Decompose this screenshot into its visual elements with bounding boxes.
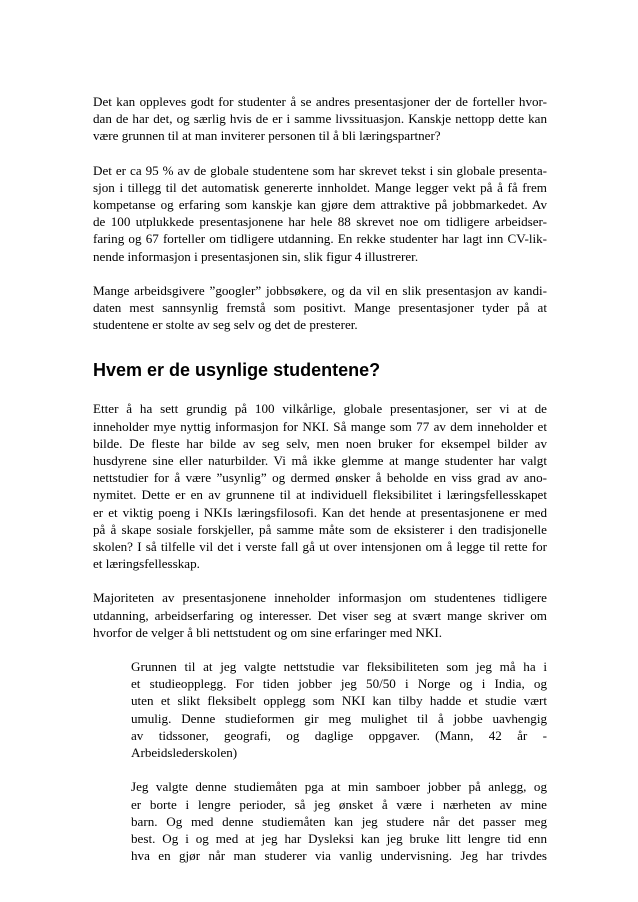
- text-line: Det kan oppleves godt for studenter å se andres presentasjoner der de forteller hvor-: [93, 94, 547, 109]
- text-line: Jeg valgte denne studiemåten pga at min samboer jobber på anlegg, og: [131, 779, 547, 795]
- text-line: Grunnen til at jeg valgte nettstudie var fleksibiliteten som jeg må ha i: [131, 659, 547, 675]
- text-line: daten mest sannsynlig fremstå som positivt. Mange presentasjoner tyder på at: [93, 300, 547, 316]
- text-line: faring og 67 forteller om tidligere utdanning. En rekke studenter har lagt inn CV-lik-: [93, 231, 547, 247]
- text-line: hva en gjør når man studerer via vanlig undervisning. Jeg har trivdes: [131, 848, 547, 864]
- text-line: være grunnen til at man inviterer personen til å bli læringspartner?: [93, 128, 441, 144]
- text-line: inneholder mye nyttig informasjon for NKI. Så mange som 77 av dem inneholder et: [93, 418, 547, 434]
- text-line: et studieopplegg. For tiden jobber jeg 50/50 i Norge og i India, og: [131, 676, 547, 692]
- text-line: dan de har det, og særlig hvis de er i samme livssituasjon. Kanskje nettopp dette kan: [93, 111, 547, 127]
- text-line: barn. Og med denne studiemåten kan jeg studere når det passer meg: [131, 813, 547, 829]
- text-line: nende informasjon i presentasjonen sin, slik figur 4 illustrerer.: [93, 248, 419, 264]
- text-line: utdanning, arbeidserfaring og interesser. Det viser seg at svært mange skriver om: [93, 607, 547, 623]
- text-line: på å skape sosiale forskjeller, på samme måte som de eksisterer i den tradisjonelle: [93, 521, 547, 537]
- text-line: uten et slikt fleksibelt opplegg som NKI kan tilby hadde et studie vært: [131, 693, 547, 709]
- text-line: er et viktig poeng i NKIs læringsfilosofi. Kan det hende at presentasjonene er med: [93, 504, 547, 520]
- text-line: sjon i tillegg til det automatisk genererte innholdet. Mange legger vekt på å få frem: [93, 179, 547, 195]
- text-line: Etter å ha sett grundig på 100 vilkårlige, globale presentasjoner, ser vi at de: [93, 401, 547, 417]
- paragraph-employers: [93, 282, 547, 334]
- paragraph-global-presentations: [93, 162, 547, 265]
- text-line: Mange arbeidsgivere ”googler” jobbsøkere, og da vil en slik presentasjon av kandi-: [93, 282, 547, 298]
- text-column: [93, 93, 547, 881]
- quote-dyslexia: [131, 778, 547, 864]
- text-line: de 100 utplukkede presentasjonene har hele 88 skrevet noe om tidligere arbeidser-: [93, 214, 547, 230]
- text-line: husdyrene sine eller naturbilder. Vi må ikke glemme at mange studenter har valgt: [93, 453, 547, 469]
- text-line: kompetanse og erfaring som kanskje kan gjøre dem attraktive på jobbmarkedet. Av: [93, 197, 547, 213]
- text-line: av tidssoner, geografi, og daglige oppgaver. (Mann, 42 år -: [131, 727, 547, 743]
- text-line: Majoriteten av presentasjonene inneholder informasjon om studentenes tidligere: [93, 590, 547, 606]
- text-line: best. Og i og med at jeg har Dysleksi kan jeg bruke litt lengre tid enn: [131, 830, 547, 846]
- text-line: et læringsfellesskap.: [93, 556, 200, 572]
- text-line: nymitet. Dette er en av grunnene til at individuell fleksibilitet i læringsfellesskapet: [93, 487, 547, 503]
- text-line: umulig. Denne studieformen gir meg mulighet til å jobbe uavhengig: [131, 710, 547, 726]
- text-line: nettstudier for å være ”usynlig” og dermed ønsker å beholde en viss grad av ano-: [93, 470, 547, 486]
- text-line: studentene er stolte av seg selv og det de presterer.: [93, 317, 358, 333]
- text-line: Arbeidslederskolen): [131, 745, 238, 761]
- text-line: er borte i lengre perioder, så jeg ønsket å være i nærheten av mine: [131, 796, 547, 812]
- quote-flexibility: [131, 658, 547, 761]
- paragraph-learning-partner: [93, 93, 547, 145]
- paragraph-majority: [93, 589, 547, 641]
- text-line: skolen? I så tilfelle vil det i verste fall gå ut over intensjonen om å legge til rette for: [93, 539, 547, 555]
- text-line: hvorfor de velger å bli nettstudent og om sine erfaringer med NKI.: [93, 624, 443, 640]
- text-line: bilde. De fleste har bilde av seg selv, men noen bruker for eksempel bilder av: [93, 435, 547, 451]
- paragraph-invisible-students: [93, 400, 547, 572]
- section-heading: Hvem er de usynlige studentene?: [93, 360, 381, 381]
- text-line: Det er ca 95 % av de globale studentene som har skrevet tekst i sin globale presenta-: [93, 162, 547, 178]
